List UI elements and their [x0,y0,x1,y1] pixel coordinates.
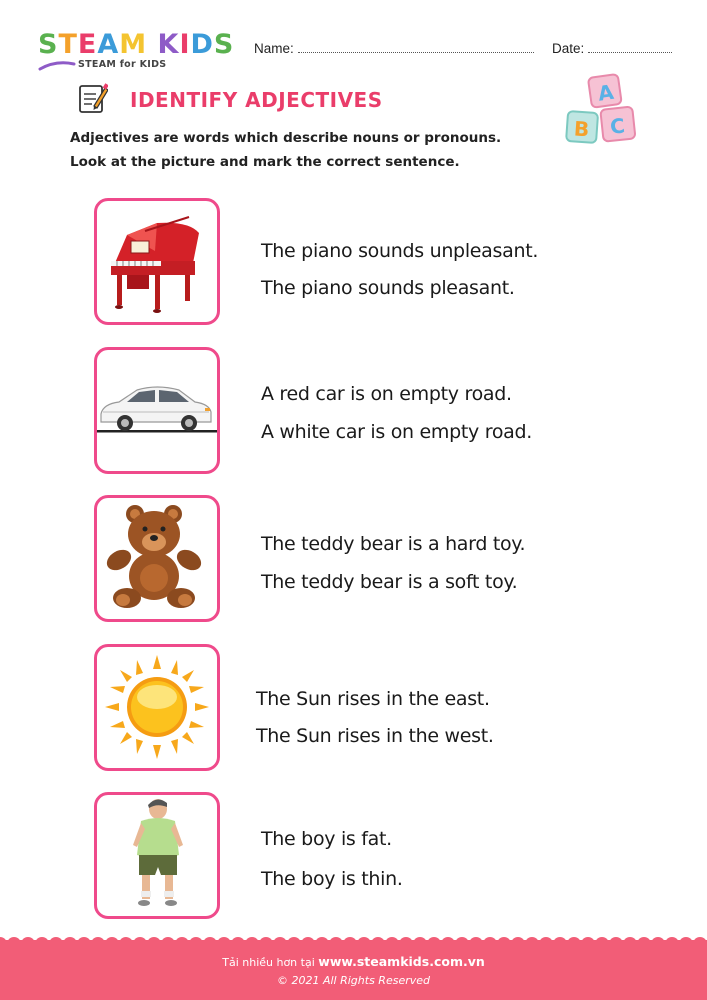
block-c-letter: C [608,113,627,139]
logo-swoosh-icon [38,60,78,72]
name-line[interactable] [298,42,534,53]
logo-subtitle: STEAM for KIDS [78,59,167,70]
block-b-letter: B [573,116,590,142]
option-2[interactable]: A white car is on empty road. [261,421,532,443]
footer-download-line [0,954,707,969]
date-field[interactable] [552,41,672,56]
picture-frame [94,644,220,771]
option-1[interactable]: The boy is fat. [261,828,392,850]
question-car [94,347,594,475]
name-label: Name: [254,41,294,56]
steam-kids-logo [38,30,238,74]
white-car-icon [97,350,217,470]
footer-download-prefix: Tải nhiều hơn tại [222,956,319,969]
instruction-line-2: Look at the picture and mark the correct sentence. [70,154,460,170]
date-line[interactable] [588,42,672,53]
boy-icon [97,795,217,915]
instructions [70,126,501,174]
picture-frame [94,495,220,622]
footer [0,940,707,1000]
teddy-bear-icon [97,498,217,618]
picture-frame [94,347,220,474]
sun-icon [97,647,217,767]
picture-frame [94,792,220,919]
pencil-paper-icon [78,82,108,114]
name-field[interactable] [254,41,534,56]
abc-blocks-icon [564,70,642,150]
option-1[interactable]: The teddy bear is a hard toy. [261,533,526,555]
date-label: Date: [552,41,585,56]
option-2[interactable]: The boy is thin. [261,868,403,890]
question-teddy-bear [94,495,594,623]
picture-frame [94,198,220,325]
option-1[interactable]: The Sun rises in the east. [256,688,490,710]
question-sun [94,644,594,772]
footer-website-link[interactable]: www.steamkids.com.vn [318,954,485,969]
option-2[interactable]: The teddy bear is a soft toy. [261,571,518,593]
option-2[interactable]: The Sun rises in the west. [256,725,494,747]
logo-title: STEAM KIDS [38,29,235,60]
red-piano-icon [97,201,217,321]
option-1[interactable]: A red car is on empty road. [261,383,512,405]
question-boy [94,792,594,920]
instruction-line-1: Adjectives are words which describe nouns or pronouns. [70,130,502,146]
block-a-letter: A [596,79,616,106]
option-2[interactable]: The piano sounds pleasant. [261,277,515,299]
page-title: IDENTIFY ADJECTIVES [130,88,383,112]
question-piano [94,198,594,326]
footer-copyright: © 2021 All Rights Reserved [276,974,430,987]
option-1[interactable]: The piano sounds unpleasant. [261,240,539,262]
